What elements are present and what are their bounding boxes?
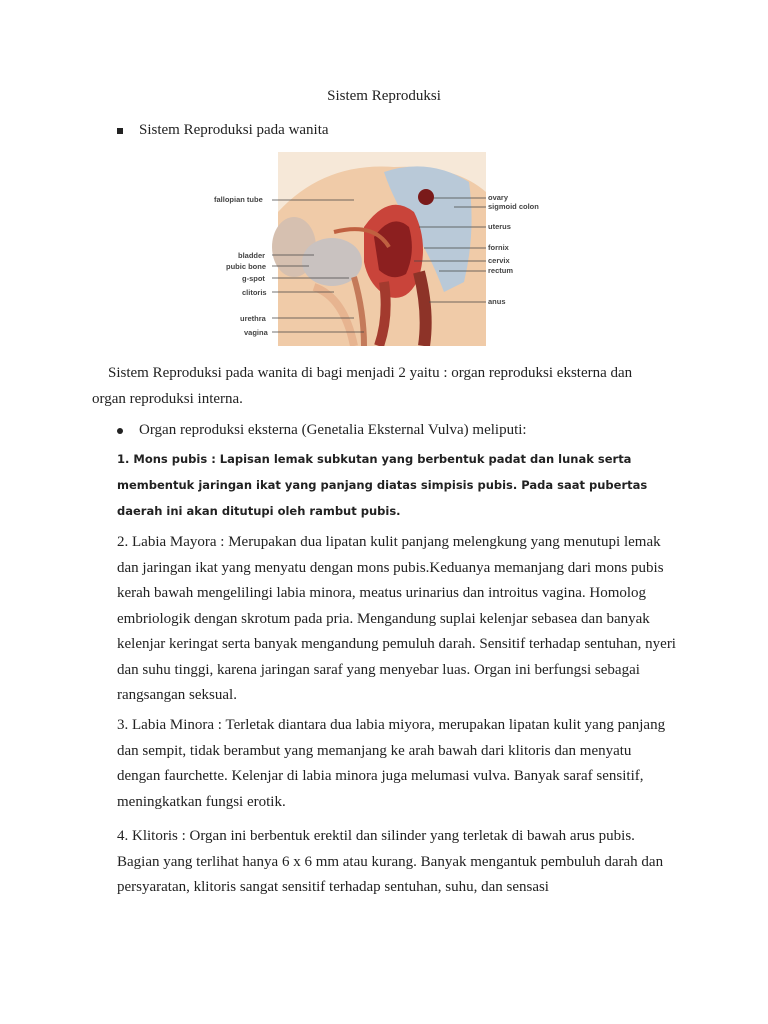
anatomy-figure [214, 152, 550, 346]
labia-mayora-item: 2. Labia Mayora : Merupakan dua lipatan kulit panjang melengkung yang menutupi lemak dan jaringan ikat yang menyatu dengan mons pubis.Keduanya memanjang dari mons pubis kerah bawah mengelilingi labia minora, meatus urinarius dan introitus vagina. Homolog embriologik dengan skrotum pada pria. Mengandung suplai kelenjar sebasea dan banyak kelenjar keringat serta banyak mengandung pemuluh darah. Sensitif terhadap sentuhan, nyeri dan suhu tinggi, karena jaringan saraf yang menyebar luas. Organ ini berfungsi sebagai rangsangan seksual. [117, 534, 676, 703]
section-heading: Sistem Reproduksi pada wanita [139, 122, 329, 138]
label-vagina: vagina [244, 328, 268, 337]
sub-bullet-text: Organ reproduksi eksterna (Genetalia Eksternal Vulva) meliputi: [139, 422, 527, 438]
mons-pubis-item: 1. Mons pubis : Lapisan lemak subkutan yang berbentuk padat dan lunak serta membentuk jaringan ikat yang panjang diatas simpisis pubis. Pada saat pubertas daerah ini akan ditutupi oleh rambut pubis. [117, 452, 648, 518]
section-bullet [117, 122, 329, 139]
label-cervix: cervix [488, 256, 510, 265]
labia-minora-item: 3. Labia Minora : Terletak diantara dua labia miyora, merupakan lipatan kulit yang panjang dan sempit, tidak berambut yang memanjang ke arah bawah dari klitoris dan menyatu dengan faurchette. Kelenjar di labia minora juga melumasi vulva. Banyak saraf sensitif, meningkatkan fungsi erotik. [117, 717, 666, 810]
label-bladder: bladder [238, 251, 266, 260]
label-urethra: urethra [240, 314, 266, 323]
square-bullet-icon [117, 128, 123, 134]
label-rectum: rectum [488, 266, 514, 275]
intro-paragraph: Sistem Reproduksi pada wanita di bagi menjadi 2 yaitu : organ reproduksi eksterna dan organ reproduksi interna. [92, 365, 633, 407]
label-sigmoid-colon: sigmoid colon [488, 202, 539, 211]
sub-bullet [117, 422, 527, 439]
label-anus: anus [488, 297, 506, 306]
label-clitoris: clitoris [242, 288, 267, 297]
klitoris-item: 4. Klitoris : Organ ini berbentuk erektil dan silinder yang terletak di bawah arus pubis. Bagian yang terlihat hanya 6 x 6 mm atau kurang. Banyak mengantuk pembuluh darah dan persyaratan, klitoris sangat sensitif terhadap sentuhan, suhu, dan sensasi [117, 828, 664, 895]
label-uterus: uterus [488, 222, 511, 231]
label-fornix: fornix [488, 243, 509, 252]
label-fallopian-tube: fallopian tube [214, 195, 263, 204]
document-title: Sistem Reproduksi [327, 88, 441, 104]
label-pubic-bone: pubic bone [226, 262, 266, 271]
label-g-spot: g-spot [242, 274, 265, 283]
label-ovary: ovary [488, 193, 509, 202]
round-bullet-icon [117, 428, 123, 434]
